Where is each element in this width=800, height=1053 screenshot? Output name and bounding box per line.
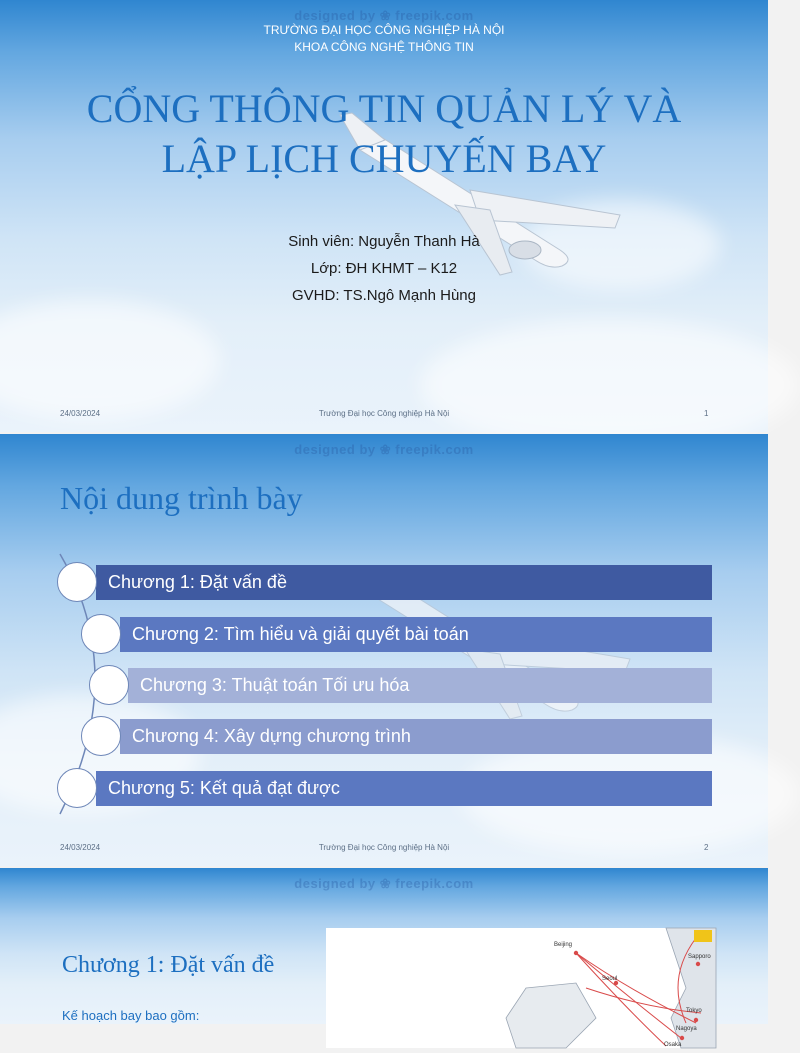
footer-page-number: 1 <box>704 409 709 418</box>
chapter-4-bullet <box>81 716 121 756</box>
author-info <box>0 228 768 309</box>
slide-1[interactable] <box>0 0 768 432</box>
chapter-2-bullet <box>81 614 121 654</box>
footer-page-number: 2 <box>704 843 709 852</box>
chapter-1-bullet <box>57 562 97 602</box>
slide-2[interactable] <box>0 434 768 866</box>
slide-3[interactable] <box>0 868 768 1048</box>
presentation-title <box>0 84 768 184</box>
chapter-5-bullet <box>57 768 97 808</box>
chapter-5-label: Chương 5: Kết quả đạt được <box>108 778 340 798</box>
chapter-5-item[interactable] <box>96 771 712 806</box>
watermark: designed by ❀ freepik.com <box>294 442 474 457</box>
title-line-2: LẬP LỊCH CHUYẾN BAY <box>161 136 607 181</box>
chapter-3-label: Chương 3: Thuật toán Tối ưu hóa <box>140 675 410 695</box>
slide-title: Chương 1: Đặt vấn đề <box>62 952 275 978</box>
chapter-1-label: Chương 1: Đặt vấn đề <box>108 572 287 592</box>
school-name: TRƯỜNG ĐẠI HỌC CÔNG NGHIỆP HÀ NỘI <box>263 23 505 37</box>
map-label-nagoya: Nagoya <box>676 1026 697 1032</box>
footer-school: Trường Đại học Công nghiệp Hà Nội <box>318 843 450 852</box>
map-label-seoul: Seoul <box>602 976 618 982</box>
advisor-name: GVHD: TS.Ngô Mạnh Hùng <box>292 287 476 304</box>
footer-school: Trường Đại học Công nghiệp Hà Nội <box>318 409 450 418</box>
chapter-2-item[interactable] <box>120 617 712 652</box>
map-label-beijing: Beijing <box>554 942 573 948</box>
flight-route-map <box>326 928 716 1048</box>
watermark: designed by ❀ freepik.com <box>294 876 474 891</box>
student-name: Sinh viên: Nguyễn Thanh Hà <box>288 233 480 250</box>
chapter-2-label: Chương 2: Tìm hiểu và giải quyết bài toán <box>132 624 469 644</box>
chapter-3-item[interactable] <box>128 668 712 703</box>
class-name: Lớp: ĐH KHMT – K12 <box>310 260 458 277</box>
faculty-name: KHOA CÔNG NGHỆ THÔNG TIN <box>294 40 474 54</box>
slide-title: Nội dung trình bày <box>60 480 303 516</box>
cloud-decoration <box>0 300 220 420</box>
watermark: designed by ❀ freepik.com <box>294 8 474 23</box>
map-label-sapporo: Sapporo <box>688 954 711 960</box>
school-header <box>0 22 768 56</box>
footer-date: 24/03/2024 <box>60 843 101 852</box>
slide-subtitle: Kế hoạch bay bao gồm: <box>62 1008 200 1023</box>
title-line-1: CỔNG THÔNG TIN QUẢN LÝ VÀ <box>86 86 682 131</box>
chapter-1-item[interactable] <box>96 565 712 600</box>
map-label-tokyo: Tokyo <box>686 1008 702 1014</box>
cloud-decoration <box>420 320 800 450</box>
map-graphic <box>326 928 716 1048</box>
map-label-osaka: Osaka <box>664 1042 682 1048</box>
chapter-4-label: Chương 4: Xây dựng chương trình <box>132 726 411 746</box>
footer-date: 24/03/2024 <box>60 409 101 418</box>
chapter-4-item[interactable] <box>120 719 712 754</box>
chapter-3-bullet <box>89 665 129 705</box>
